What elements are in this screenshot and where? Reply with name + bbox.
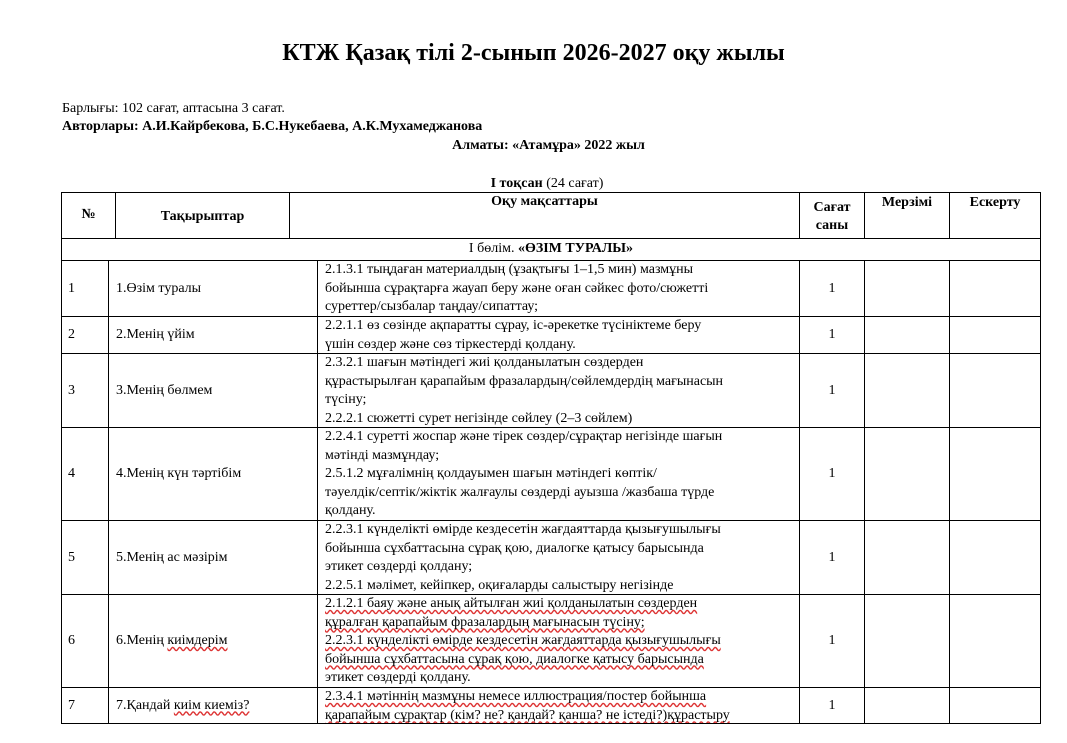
row-objectives: 2.3.2.1 шағын мәтіндегі жиі қолданылатын сөздерден құрастырылған қарапайым фразалардың/сөйлемдердің мағынасын түсіну; 2.2.2.1 сюжетті сурет негізінде сөйлеу (2–3 сөйлем) [325, 355, 724, 426]
row-number: 3 [68, 382, 75, 398]
document-title: КТЖ Қазақ тілі 2-сынып 2026-2027 оқу жылы [282, 40, 785, 66]
header-hours: Сағат саны [813, 200, 851, 233]
row-objectives: 2.2.4.1 суретті жоспар және тірек сөздер/сұрақтар негізінде шағын мәтінді мазмұндау; 2.5.1.2 мұғалімнің қолдауымен шағын мәтіндегі көптік/ тәуелдік/септік/жіктік жалғаулы сөздерді ауызша /жазбаша түрде қолдану. [325, 429, 723, 518]
row-topic: 3.Менің бөлмем [116, 382, 213, 398]
quarter-hours: (24 сағат) [542, 176, 604, 191]
row-number: 6 [68, 633, 75, 648]
section-prefix: І бөлім. [468, 241, 518, 256]
row-objectives [325, 595, 797, 687]
row-objectives: 2.2.3.1 күнделікті өмірде кездесетін жағдаяттарда қызығушылығы бойынша сұхбаттасына сұрақ қою, диалогке қатысу барысында этикет сөздерді қолдану; 2.2.5.1 мәлімет, кейіпкер, оқиғаларды салыстыру негізінде [325, 522, 721, 593]
section-title: «ӨЗІМ ТУРАЛЫ» [517, 241, 634, 256]
row-topic [116, 687, 249, 724]
objective-line: құралған қарапайым фразалардың мағынасын түсіну; [325, 614, 645, 630]
objective-line: қарапайым сұрақтар (кім? не? қандай? қанша? не істеді?)құрастыру [325, 707, 730, 723]
objective-line: этикет сөздерді қолдану. [325, 670, 471, 685]
authors: Авторлары: А.И.Кайрбекова, Б.С.Нукебаева, А.К.Мухамеджанова [62, 119, 483, 134]
objective-line: бойынша сұхбаттасына сұрақ қою, диалогке қатысу барысында [325, 651, 704, 667]
row-number: 5 [68, 549, 75, 565]
row-topic: 4.Менің күн тәртібім [116, 466, 242, 481]
objective-line: 2.3.4.1 мәтіннің мазмұны немесе иллюстрация/постер бойынша [325, 689, 707, 704]
header-objectives: Оқу мақсаттары [491, 194, 598, 209]
row-hours: 1 [828, 327, 836, 342]
row-topic-text: 7.Қандай [116, 697, 174, 713]
header-topics: Тақырыптар [160, 209, 245, 224]
row-topic: 5.Менің ас мәзірім [116, 549, 228, 565]
row-topic [116, 594, 228, 688]
quarter-label: І тоқсан [490, 176, 543, 191]
quarter-heading [0, 176, 1067, 192]
publisher: Алматы: «Атамұра» 2022 жыл [452, 138, 645, 153]
header-num: № [81, 207, 96, 222]
objective-line: 2.2.3.1 күнделікті өмірде кездесетін жағдаяттарда қызығушылығы [325, 633, 721, 648]
row-hours: 1 [828, 549, 836, 565]
row-topic-flagged: киімдерім [167, 633, 228, 648]
row-number: 1 [68, 280, 75, 296]
row-hours: 1 [828, 697, 836, 713]
header-date: Мерзімі [881, 195, 933, 210]
row-hours: 1 [828, 466, 836, 481]
section-heading [61, 240, 1041, 259]
row-topic-flagged: киім киеміз? [173, 697, 250, 713]
total-hours: Барлығы: 102 сағат, аптасына 3 сағат. [62, 101, 285, 116]
row-number: 4 [68, 466, 75, 481]
row-objectives: 2.1.3.1 тыңдаған материалдың (ұзақтығы 1–1,5 мин) мазмұны бойынша сұрақтарға жауап беру және оған сәйкес фото/сюжетті суреттер/сызбалар таңдау/сипаттау; [325, 262, 709, 314]
header-note: Ескерту [969, 195, 1021, 210]
row-topic-text: 6.Менің [116, 633, 168, 648]
row-topic: 1.Өзім туралы [116, 280, 202, 296]
row-hours: 1 [828, 280, 836, 296]
row-objectives: 2.2.1.1 өз сөзінде ақпаратты сұрау, іс-әрекетке түсініктеме беру үшін сөздер және сөз тіркестерді қолдану. [325, 318, 702, 352]
row-hours: 1 [828, 633, 836, 648]
row-topic: 2.Менің үйім [116, 327, 195, 342]
row-number: 2 [68, 327, 75, 342]
row-number: 7 [68, 697, 75, 713]
row-hours: 1 [828, 382, 836, 398]
objective-line: 2.1.2.1 баяу және анық айтылған жиі қолданылатын сөздерден [325, 596, 698, 611]
row-objectives [325, 688, 797, 723]
